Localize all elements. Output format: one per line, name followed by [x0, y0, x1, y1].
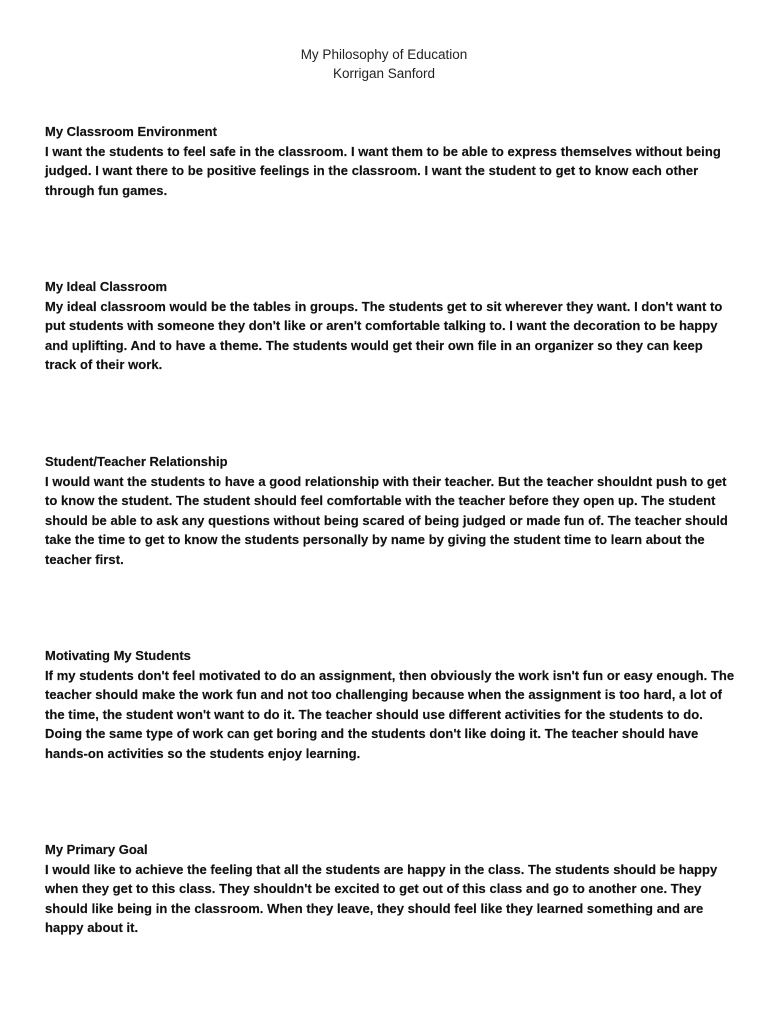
document-title: My Philosophy of Education — [300, 47, 468, 62]
section-body: My ideal classroom would be the tables in groups. The students get to sit wherever they want. I don't want to put students with someone they don't like or aren't comfortable talking to. I want the decoration to be happy and uplifting. And to have a theme. The students would get their own file in an organizer so they can keep track of their work. — [45, 298, 723, 372]
section-heading: My Ideal Classroom — [45, 279, 168, 294]
section-body: I would like to achieve the feeling that all the students are happy in the class. The students should be happy when they get to this class. They shouldn't be excited to get out of this class and go to another one. They should like being in the classroom. When they leave, they should feel like they learned something and are happy about it. — [45, 861, 718, 935]
section-motivating-students — [45, 646, 735, 763]
section-primary-goal — [45, 840, 735, 938]
section-body: I want the students to feel safe in the classroom. I want them to be able to express themselves without being judged. I want there to be positive feelings in the classroom. I want the student to get to know each other through fun games. — [45, 143, 721, 198]
section-heading: Motivating My Students — [45, 648, 191, 663]
section-heading: My Classroom Environment — [45, 124, 217, 139]
document-header — [0, 45, 768, 83]
section-classroom-environment — [45, 122, 735, 200]
section-heading: My Primary Goal — [45, 842, 148, 857]
section-body: I would want the students to have a good relationship with their teacher. But the teacher shouldnt push to get to know the student. The student should feel comfortable with the teacher before they open up. The student should be able to ask any questions without being scared of being judged or made fun of. The teacher should take the time to get to know the students personally by name by giving the student time to learn about the teacher first. — [45, 473, 728, 567]
section-ideal-classroom — [45, 277, 735, 375]
section-body: If my students don't feel motivated to do an assignment, then obviously the work isn't fun or easy enough. The teacher should make the work fun and not too challenging because when the assignment is too hard, a lot of the time, the student won't want to do it. The teacher should use different activities for the students to do. Doing the same type of work can get boring and the students don't like doing it. The teacher should have hands-on activities so the students enjoy learning. — [45, 667, 735, 761]
document-author: Korrigan Sanford — [332, 66, 436, 81]
section-heading: Student/Teacher Relationship — [45, 454, 228, 469]
section-student-teacher-relationship — [45, 452, 735, 569]
